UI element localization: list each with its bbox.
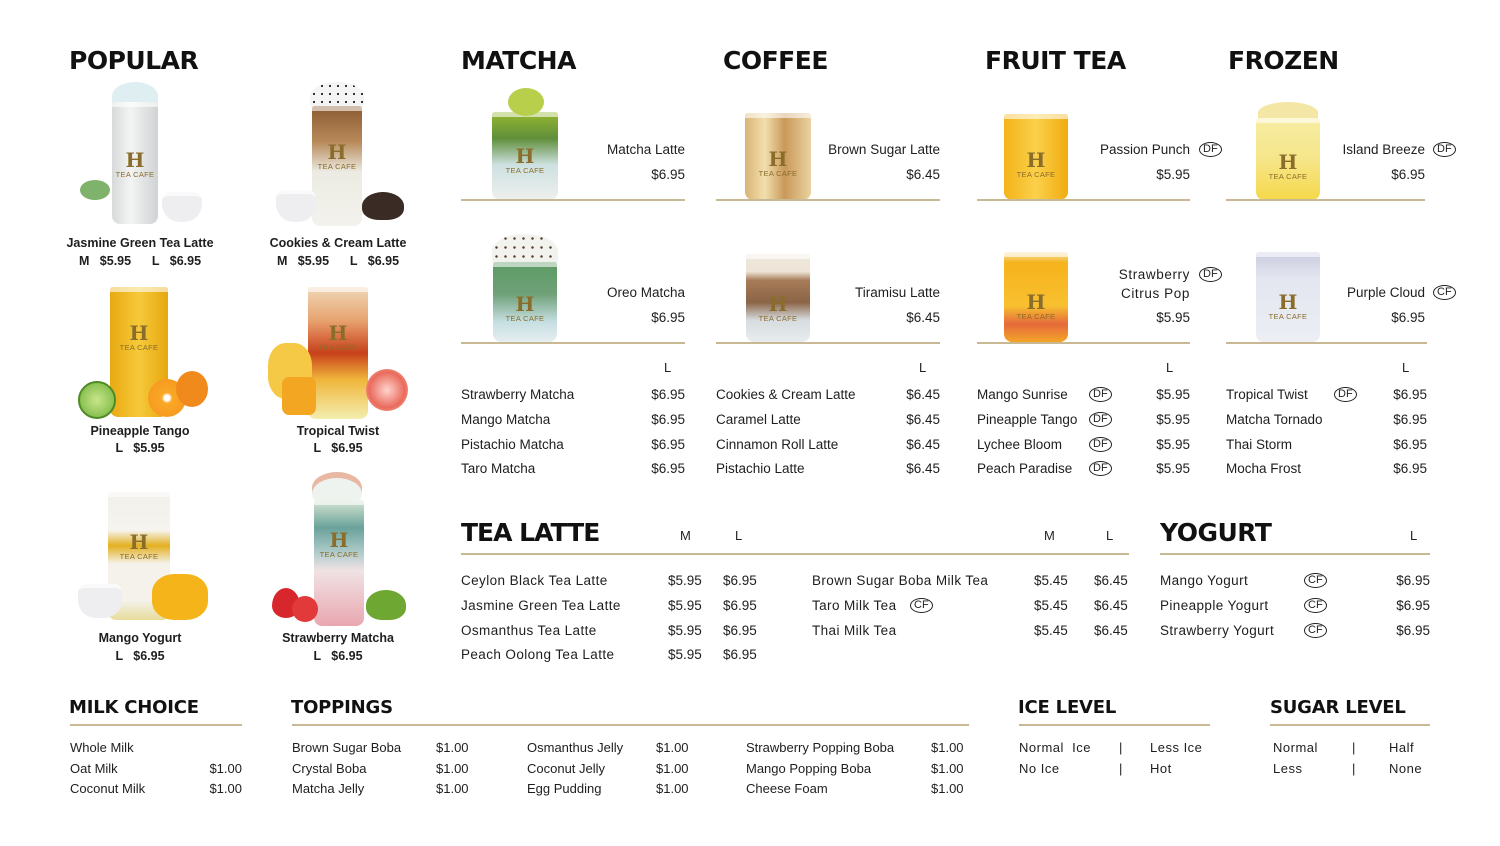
- menu-item-price-l: $6.95: [723, 573, 757, 588]
- menu-item-name: Strawberry Matcha: [461, 387, 575, 402]
- menu-item-name: Brown Sugar Boba: [292, 740, 402, 755]
- menu-item-name: Pineapple Tango: [977, 412, 1078, 427]
- size-label: L: [919, 360, 927, 375]
- menu-item-price: $6.45: [906, 461, 940, 476]
- cup-logo: H TEA CAFE: [119, 321, 159, 352]
- menu-item-name: Taro Matcha: [461, 461, 536, 476]
- popular-item-name: Tropical Twist: [296, 424, 380, 438]
- dairy-free-badge: DF: [1199, 142, 1222, 157]
- menu-item-name: Peach Oolong Tea Latte: [461, 647, 615, 662]
- featured-name: Brown Sugar Latte: [828, 142, 940, 157]
- divider: [461, 342, 685, 344]
- featured-name: Tiramisu Latte: [854, 285, 940, 300]
- product-image-passion-punch: [1004, 114, 1068, 200]
- menu-item-price: $6.45: [906, 387, 940, 402]
- divider: [292, 724, 969, 726]
- dairy-free-badge: DF: [1433, 142, 1456, 157]
- menu-item-name: Ceylon Black Tea Latte: [461, 573, 608, 588]
- jasmine-leaves: [80, 180, 110, 200]
- caffeine-free-badge: CF: [1304, 623, 1327, 638]
- option-left: Less: [1273, 761, 1303, 776]
- size-label: L: [1410, 528, 1418, 543]
- sugar-level-title: SUGAR LEVEL: [1270, 697, 1406, 718]
- menu-item-price: $6.95: [651, 437, 685, 452]
- menu-item-name: Mango Yogurt: [1160, 573, 1249, 588]
- cup-logo: H TEA CAFE: [1268, 150, 1308, 181]
- mango: [152, 574, 208, 620]
- cup-logo: H TEA CAFE: [317, 140, 357, 171]
- dairy-free-badge: DF: [1089, 461, 1112, 476]
- menu-item-name: Pistachio Matcha: [461, 437, 564, 452]
- menu-item-name: Mocha Frost: [1226, 461, 1302, 476]
- option-left: Normal Ice: [1019, 740, 1091, 755]
- cup-logo: H TEA CAFE: [1016, 148, 1056, 179]
- menu-item-price: $1.00: [209, 761, 242, 776]
- menu-item-price: $6.95: [1393, 412, 1427, 427]
- popular-item-price: L $6.95: [313, 649, 363, 663]
- menu-item-name: Pineapple Yogurt: [1160, 598, 1269, 613]
- coffee-title: COFFEE: [723, 46, 828, 75]
- menu-item-price: $1.00: [656, 781, 689, 796]
- menu-item-price: $1.00: [436, 781, 469, 796]
- menu-item-price: $1.00: [931, 740, 964, 755]
- dairy-free-badge: DF: [1089, 387, 1112, 402]
- cup-logo: H TEA CAFE: [758, 292, 798, 323]
- yogurt-title: YOGURT: [1160, 518, 1272, 547]
- cup-logo: H TEA CAFE: [115, 148, 155, 179]
- popular-item-name: Strawberry Matcha: [282, 631, 394, 645]
- menu-item-price: $6.95: [1393, 461, 1427, 476]
- cup: [112, 102, 158, 224]
- featured-name: Island Breeze: [1342, 142, 1425, 157]
- popular-title: POPULAR: [69, 46, 199, 75]
- menu-item-price: $1.00: [656, 761, 689, 776]
- menu-item-price: $6.95: [1396, 573, 1430, 588]
- option-left: No Ice: [1019, 761, 1060, 776]
- cup-logo: H TEA CAFE: [758, 147, 798, 178]
- popular-item-price: M $5.95 L $6.95: [78, 254, 202, 268]
- bowl: [78, 584, 122, 618]
- menu-item-price-l: $6.95: [723, 598, 757, 613]
- menu-item-name: Mango Popping Boba: [746, 761, 872, 776]
- popular-item-name: Jasmine Green Tea Latte: [66, 236, 214, 250]
- popular-item-price: L $5.95: [115, 441, 165, 455]
- popular-item-name: Mango Yogurt: [98, 631, 182, 645]
- featured-name: Matcha Latte: [606, 142, 685, 157]
- menu-item-name: Oat Milk: [70, 761, 118, 776]
- featured-name: Purple Cloud: [1346, 285, 1425, 300]
- option-right: None: [1389, 761, 1423, 776]
- featured-price: $5.95: [1156, 167, 1190, 182]
- cookie-crumbs: [362, 192, 404, 220]
- featured-price: $6.45: [906, 310, 940, 325]
- menu-item-name: Coconut Jelly: [527, 761, 606, 776]
- size-label-l: L: [735, 528, 743, 543]
- menu-item-price: $1.00: [931, 781, 964, 796]
- menu-item-name: Brown Sugar Boba Milk Tea: [812, 573, 989, 588]
- divider: [977, 199, 1190, 201]
- menu-item-price: $1.00: [209, 781, 242, 796]
- fruit-tea-title: FRUIT TEA: [985, 46, 1126, 75]
- menu-item-price: $5.95: [1156, 387, 1190, 402]
- featured-price: $6.95: [1391, 310, 1425, 325]
- cup-logo: H TEA CAFE: [319, 528, 359, 559]
- menu-item-price: $6.95: [651, 461, 685, 476]
- divider: [716, 342, 940, 344]
- menu-item-name: Egg Pudding: [527, 781, 602, 796]
- frozen-title: FROZEN: [1228, 46, 1339, 75]
- caffeine-free-badge: CF: [1433, 285, 1456, 300]
- menu-item-price-l: $6.45: [1094, 623, 1128, 638]
- menu-item-price: $6.45: [906, 412, 940, 427]
- featured-price: $6.95: [1391, 167, 1425, 182]
- featured-name-line1: Strawberry: [1118, 267, 1190, 282]
- menu-item-price: $1.00: [656, 740, 689, 755]
- featured-name-line2: Citrus Pop: [1120, 286, 1190, 301]
- menu-item-name: Lychee Bloom: [977, 437, 1063, 452]
- menu-item-price: $5.95: [1156, 412, 1190, 427]
- menu-item-price-m: $5.95: [668, 573, 702, 588]
- menu-item-price-m: $5.45: [1034, 623, 1068, 638]
- menu-item-price-l: $6.45: [1094, 598, 1128, 613]
- menu-item-price-m: $5.95: [668, 598, 702, 613]
- divider: [1019, 724, 1210, 726]
- product-image-jasmine-green-tea-latte: [70, 80, 210, 230]
- menu-item-price-m: $5.95: [668, 647, 702, 662]
- menu-item-name: Caramel Latte: [716, 412, 801, 427]
- separator: |: [1352, 740, 1356, 755]
- menu-item-name: Coconut Milk: [70, 781, 146, 796]
- popular-item-price: M $5.95 L $6.95: [276, 254, 400, 268]
- featured-name: Passion Punch: [1099, 142, 1190, 157]
- option-right: Less Ice: [1150, 740, 1203, 755]
- product-image-pineapple-tango: [70, 283, 210, 423]
- menu-item-price-l: $6.45: [1094, 573, 1128, 588]
- cup-logo: H TEA CAFE: [1268, 290, 1308, 321]
- caffeine-free-badge: CF: [910, 598, 933, 613]
- divider: [1226, 199, 1425, 201]
- menu-item-price-m: $5.45: [1034, 598, 1068, 613]
- menu-item-name: Osmanthus Jelly: [527, 740, 624, 755]
- lime: [78, 381, 116, 419]
- dairy-free-badge: DF: [1089, 412, 1112, 427]
- size-label-l: L: [1106, 528, 1114, 543]
- option-right: Half: [1389, 740, 1415, 755]
- bowl: [162, 192, 202, 222]
- menu-item-name: Tropical Twist: [1226, 387, 1308, 402]
- bowl: [276, 190, 316, 222]
- cup: [314, 500, 364, 626]
- option-right: Hot: [1150, 761, 1172, 776]
- cup-logo: H TEA CAFE: [1016, 290, 1056, 321]
- size-label: L: [1166, 360, 1174, 375]
- tea-latte-title: TEA LATTE: [461, 518, 600, 547]
- menu-item-price-m: $5.95: [668, 623, 702, 638]
- menu-item-name: Osmanthus Tea Latte: [461, 623, 597, 638]
- menu-item-price-l: $6.95: [723, 647, 757, 662]
- menu-item-name: Taro Milk Tea: [812, 598, 897, 613]
- divider: [1226, 342, 1427, 344]
- cup: [308, 287, 368, 419]
- strawberry: [292, 596, 318, 622]
- menu-item-name: Mango Matcha: [461, 412, 551, 427]
- menu-item-price: $6.95: [1393, 387, 1427, 402]
- product-image-tropical-twist: [266, 283, 411, 423]
- matcha-powder: [366, 590, 406, 620]
- separator: |: [1352, 761, 1356, 776]
- cup-logo: H TEA CAFE: [505, 144, 545, 175]
- mango-cubes: [282, 377, 316, 415]
- separator: |: [1119, 740, 1123, 755]
- featured-price: $6.45: [906, 167, 940, 182]
- grapefruit: [366, 369, 408, 411]
- featured-price: $6.95: [651, 310, 685, 325]
- product-image-matcha-latte: [492, 112, 558, 200]
- divider: [716, 199, 940, 201]
- menu-item-name: Thai Storm: [1226, 437, 1293, 452]
- featured-price: $6.95: [651, 167, 685, 182]
- menu-item-price: $1.00: [436, 740, 469, 755]
- menu-item-name: Cookies & Cream Latte: [716, 387, 856, 402]
- dairy-free-badge: DF: [1199, 267, 1222, 282]
- popular-item-name: Cookies & Cream Latte: [269, 236, 407, 250]
- menu-item-price-m: $5.45: [1034, 573, 1068, 588]
- dairy-free-badge: DF: [1089, 437, 1112, 452]
- menu-item-price: $6.95: [1396, 598, 1430, 613]
- menu-item-name: Peach Paradise: [977, 461, 1073, 476]
- menu-item-price: $5.95: [1156, 461, 1190, 476]
- menu-item-name: Cinnamon Roll Latte: [716, 437, 839, 452]
- menu-item-name: Pistachio Latte: [716, 461, 805, 476]
- menu-item-price-l: $6.95: [723, 623, 757, 638]
- divider: [461, 199, 685, 201]
- menu-item-price: $6.95: [651, 387, 685, 402]
- caffeine-free-badge: CF: [1304, 598, 1327, 613]
- product-image-oreo-matcha: [493, 262, 557, 342]
- menu-item-price: $6.45: [906, 437, 940, 452]
- dairy-free-badge: DF: [1334, 387, 1357, 402]
- option-left: Normal: [1273, 740, 1318, 755]
- size-label: L: [1402, 360, 1410, 375]
- product-image-strawberry-matcha: [268, 472, 413, 628]
- product-image-strawberry-citrus-pop: [1004, 252, 1068, 342]
- menu-item-price: $6.95: [1396, 623, 1430, 638]
- featured-price: $5.95: [1156, 310, 1190, 325]
- toppings-title: TOPPINGS: [291, 697, 393, 718]
- divider: [977, 342, 1190, 344]
- cup-logo: H TEA CAFE: [119, 530, 159, 561]
- divider: [1160, 553, 1430, 555]
- divider: [461, 553, 1129, 555]
- matcha-ice-cream: [508, 88, 544, 116]
- separator: |: [1119, 761, 1123, 776]
- orange: [176, 371, 208, 407]
- menu-item-name: Matcha Jelly: [292, 781, 365, 796]
- menu-item-price: $6.95: [1393, 437, 1427, 452]
- popular-item-price: L $6.95: [313, 441, 363, 455]
- milk-choice-title: MILK CHOICE: [69, 697, 199, 718]
- product-image-cookies-cream-latte: [270, 80, 410, 230]
- product-image-island-breeze: [1256, 118, 1320, 200]
- cup-logo: H TEA CAFE: [318, 321, 358, 352]
- size-label-m: M: [1044, 528, 1055, 543]
- menu-item-name: Strawberry Popping Boba: [746, 740, 895, 755]
- divider: [70, 724, 242, 726]
- menu-item-name: Whole Milk: [70, 740, 134, 755]
- size-label: L: [664, 360, 672, 375]
- caffeine-free-badge: CF: [1304, 573, 1327, 588]
- ice-level-title: ICE LEVEL: [1018, 697, 1117, 718]
- product-image-mango-yogurt: [70, 488, 215, 628]
- menu-item-name: Crystal Boba: [292, 761, 367, 776]
- size-label-m: M: [680, 528, 691, 543]
- menu-item-name: Strawberry Yogurt: [1160, 623, 1275, 638]
- cup-logo: H TEA CAFE: [505, 292, 545, 323]
- menu-item-price: $1.00: [931, 761, 964, 776]
- cup: [312, 106, 362, 226]
- menu-item-price: $6.95: [651, 412, 685, 427]
- menu-item-name: Mango Sunrise: [977, 387, 1068, 402]
- menu-item-price: $5.95: [1156, 437, 1190, 452]
- menu-item-name: Matcha Tornado: [1226, 412, 1323, 427]
- menu-item-name: Thai Milk Tea: [812, 623, 897, 638]
- popular-item-price: L $6.95: [115, 649, 165, 663]
- menu-item-price: $1.00: [436, 761, 469, 776]
- popular-item-name: Pineapple Tango: [90, 424, 190, 438]
- matcha-title: MATCHA: [461, 46, 576, 75]
- menu-item-name: Jasmine Green Tea Latte: [461, 598, 621, 613]
- divider: [1270, 724, 1430, 726]
- menu-item-name: Cheese Foam: [746, 781, 828, 796]
- featured-name: Oreo Matcha: [606, 285, 685, 300]
